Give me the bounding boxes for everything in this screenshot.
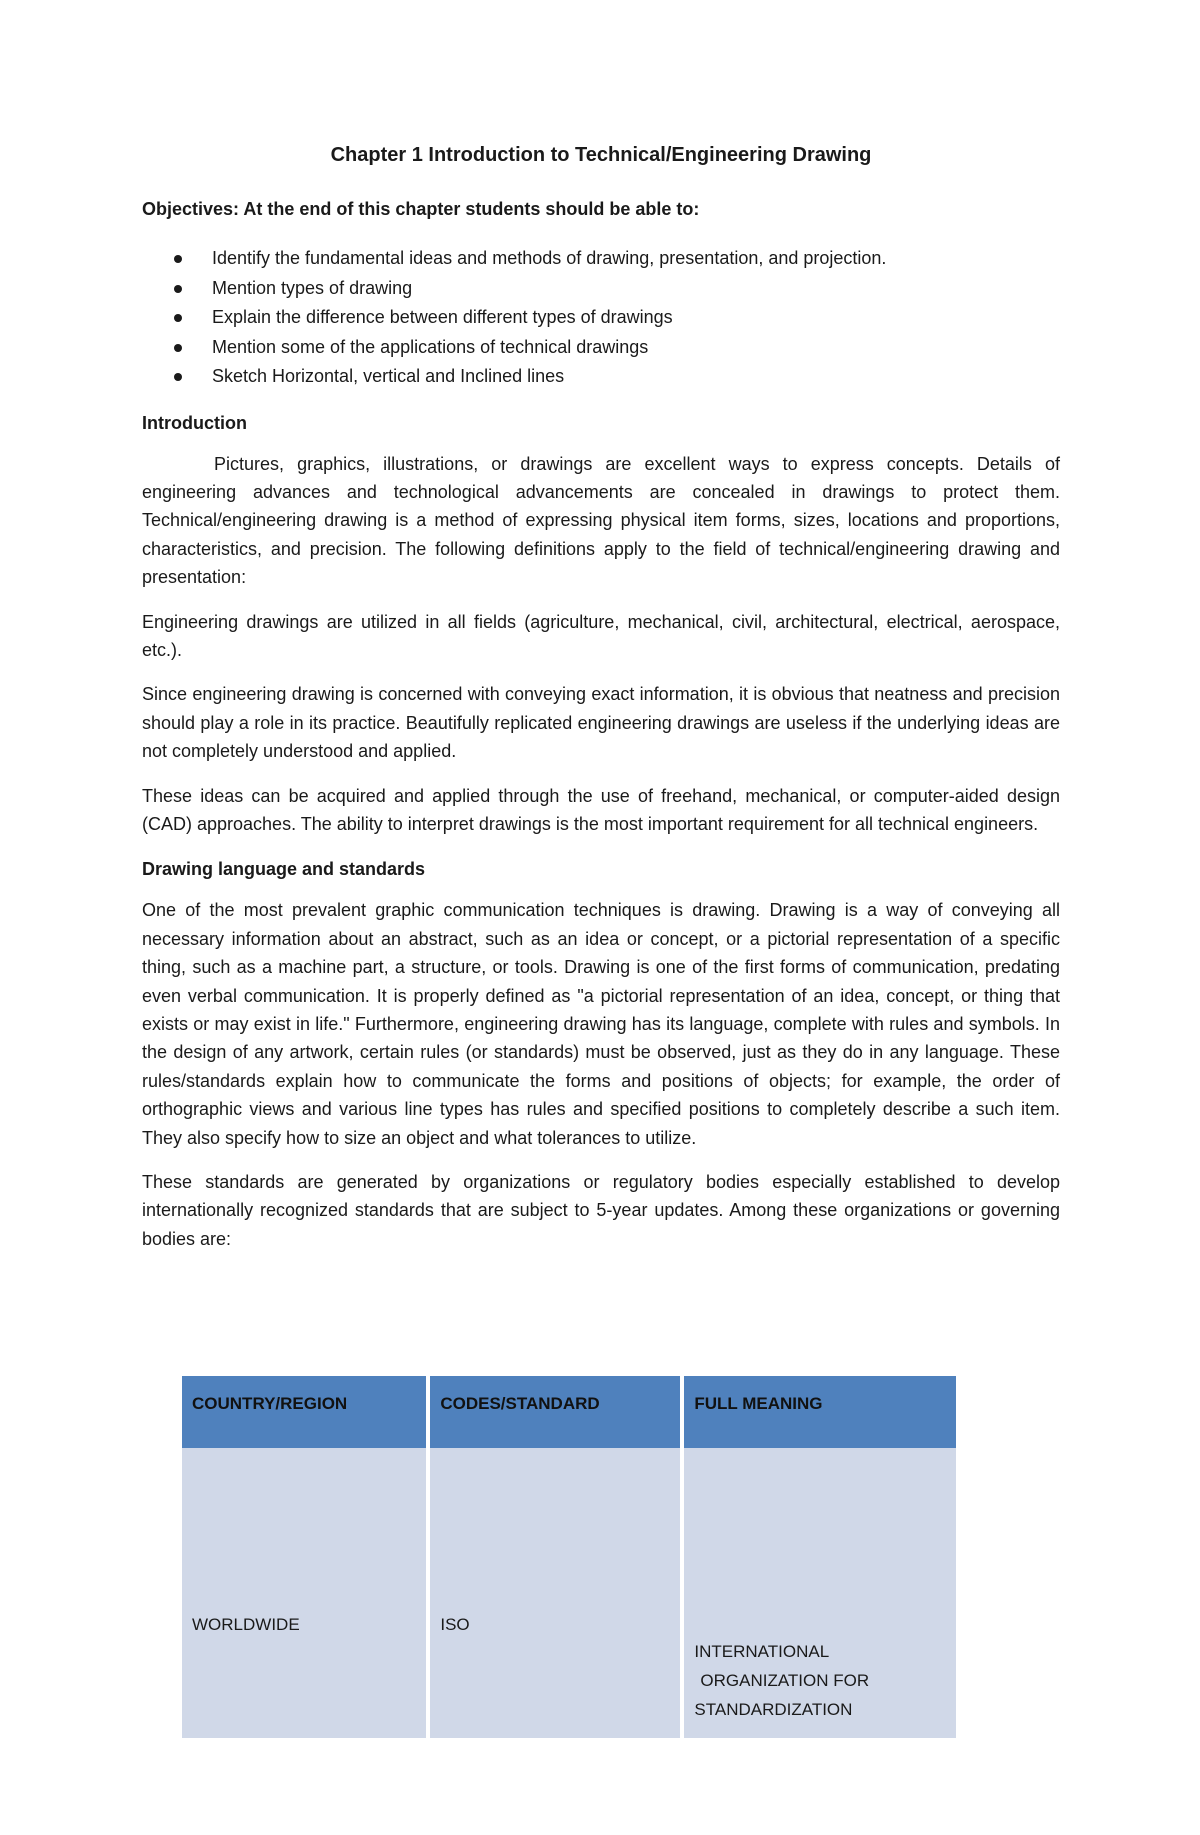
document-content — [142, 138, 1060, 1269]
objective-item — [142, 362, 1060, 392]
standards-paragraph: These standards are generated by organizations or regulatory bodies especially established to develop internationally recognized standards that are subject to 5-year updates. Among these organizations or governing bodies are: — [142, 1172, 1060, 1249]
standards-table — [178, 1376, 960, 1738]
bullet-icon — [174, 373, 182, 381]
table-header-meaning: FULL MEANING — [684, 1376, 956, 1448]
objective-item — [142, 333, 1060, 363]
table-cell-code: ISO — [430, 1593, 680, 1738]
table-cell-meaning — [684, 1593, 956, 1738]
bullet-icon — [174, 285, 182, 293]
table-spacer — [182, 1448, 956, 1593]
objective-item — [142, 274, 1060, 304]
objectives-heading: Objectives: At the end of this chapter students should be able to: — [142, 199, 700, 219]
bullet-icon — [174, 314, 182, 322]
table-header-row — [182, 1376, 956, 1448]
standards-paragraph: One of the most prevalent graphic communication techniques is drawing. Drawing is a way of conveying all necessary information about an abstract, such as an idea or concept, or a pictorial representation of a specific thing, such as a machine part, a structure, or tools. Drawing is one of the first forms of communication, predating even verbal communication. It is properly defined as "a pictorial representation of an idea, concept, or thing that exists or may exist in life." Furthermore, engineering drawing has its language, complete with rules and symbols. In the design of any artwork, certain rules (or standards) must be observed, just as they do in any language. These rules/standards explain how to communicate the forms and positions of objects; for example, the order of orthographic views and various line types has rules and specified positions to completely describe a such item. They also specify how to size an object and what tolerances to utilize. — [142, 900, 1060, 1148]
chapter-title: Chapter 1 Introduction to Technical/Engineering Drawing — [330, 144, 872, 166]
standards-heading: Drawing language and standards — [142, 859, 426, 880]
objective-text: Identify the fundamental ideas and methods of drawing, presentation, and projection. — [212, 248, 887, 268]
bullet-icon — [174, 344, 182, 352]
meaning-line: STANDARDIZATION — [694, 1700, 853, 1719]
table-header-region: COUNTRY/REGION — [182, 1376, 426, 1448]
objective-text: Explain the difference between different types of drawings — [212, 307, 673, 327]
objective-item — [142, 303, 1060, 333]
objective-text: Mention types of drawing — [212, 277, 413, 298]
meaning-line: ORGANIZATION FOR — [700, 1671, 870, 1690]
table-header-code: CODES/STANDARD — [430, 1376, 680, 1448]
introduction-paragraph: Since engineering drawing is concerned with conveying exact information, it is obvious that neatness and precision should play a role in its practice. Beautifully replicated engineering drawings are useless if the underlying ideas are not completely understood and applied. — [142, 684, 1060, 762]
objective-item — [142, 244, 1060, 274]
meaning-text — [694, 1615, 946, 1724]
objective-text: Mention some of the applications of technical drawings — [212, 336, 649, 357]
table-cell-region: WORLDWIDE — [182, 1593, 426, 1738]
introduction-paragraph: These ideas can be acquired and applied through the use of freehand, mechanical, or computer-aided design (CAD) approaches. The ability to interpret drawings is the most important requirement for all technical engineers. — [142, 785, 1060, 834]
introduction-paragraph: Engineering drawings are utilized in all fields (agriculture, mechanical, civil, architectural, electrical, aerospace, etc.). — [142, 611, 1060, 660]
bullet-icon — [174, 255, 182, 263]
objectives-list — [142, 244, 1060, 392]
introduction-paragraph: Pictures, graphics, illustrations, or drawings are excellent ways to express concepts. Details of engineering advances and technological advancements are concealed in drawings to protect them. Technical/engineering drawing is a method of expressing physical item forms, sizes, locations and proportions, characteristics, and precision. The following definitions apply to the field of technical/engineering drawing and presentation: — [142, 453, 1060, 588]
meaning-line: INTERNATIONAL — [694, 1642, 830, 1661]
objective-text: Sketch Horizontal, vertical and Inclined lines — [212, 366, 565, 386]
table-row — [182, 1593, 956, 1738]
introduction-heading: Introduction — [142, 412, 247, 433]
